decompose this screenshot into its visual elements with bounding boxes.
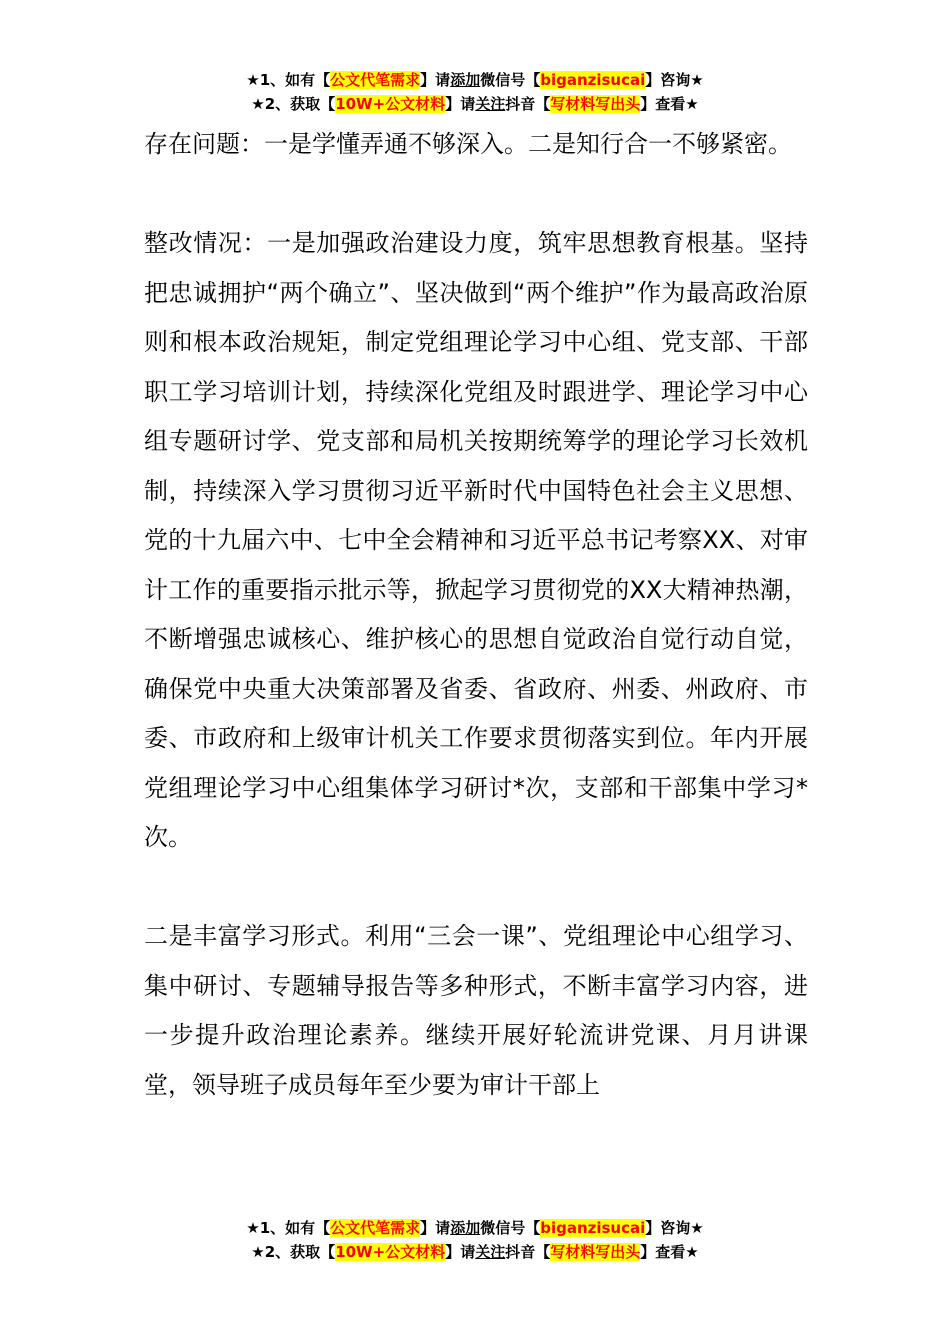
banner-line-1: ★1、如有【公文代笔需求】请添加微信号【biganzisucai】咨询★ [246,71,704,89]
learning-forms-paragraph: 二是丰富学习形式。利用“三会一课”、党组理论中心组学习、集中研讨、专题辅导报告等多种形式，不断丰富学习内容，进一步提升政治理论素养。继续开展好轮流讲党课、月月讲课堂，领导班子成员每年至少要为审计干部上 [144,922,808,1099]
banner-line-2: ★2、获取【10W+公文材料】请关注抖音【写材料写出头】查看★ [251,1243,699,1261]
highlight-service: 公文代笔需求 [330,1219,421,1237]
document-body [144,120,808,1110]
highlight-materials: 10W+公文材料 [335,1243,446,1261]
highlight-materials: 10W+公文材料 [335,95,446,113]
problem-paragraph: 存在问题：一是学懂弄通不够深入。二是知行合一不够紧密。 [144,130,792,158]
highlight-service: 公文代笔需求 [330,71,421,89]
highlight-douyin-account: 写材料写出头 [550,95,641,113]
rectification-paragraph: 整改情况：一是加强政治建设力度，筑牢思想教育根基。坚持把忠诚拥护“两个确立”、坚决做到“两个维护”作为最高政治原则和根本政治规矩，制定党组理论学习中心组、党支部、干部职工学习培训计划，持续深化党组及时跟进学、理论学习中心组专题研讨学、党支部和局机关按期统筹学的理论学习长效机制，持续深入学习贯彻习近平新时代中国特色社会主义思想、党的十九届六中、七中全会精神和习近平总书记考察XX、对审计工作的重要指示批示等，掀起学习贯彻党的XX大精神热潮，不断增强忠诚核心、维护核心的思想自觉政治自觉行动自觉，确保党中央重大决策部署及省委、省政府、州委、州政府、市委、市政府和上级审计机关工作要求贯彻落实到位。年内开展党组理论学习中心组集体学习研讨*次，支部和干部集中学习*次。 [144,229,808,851]
banner-line-2: ★2、获取【10W+公文材料】请关注抖音【写材料写出头】查看★ [251,95,699,113]
highlight-douyin-account: 写材料写出头 [550,1243,641,1261]
highlight-wechat-id: biganzisucai [540,71,646,89]
paragraph-gap [144,863,808,913]
header-banner [0,68,950,116]
paragraph-gap [144,170,808,220]
footer-banner [0,1216,950,1264]
highlight-wechat-id: biganzisucai [540,1219,646,1237]
banner-line-1: ★1、如有【公文代笔需求】请添加微信号【biganzisucai】咨询★ [246,1219,704,1237]
